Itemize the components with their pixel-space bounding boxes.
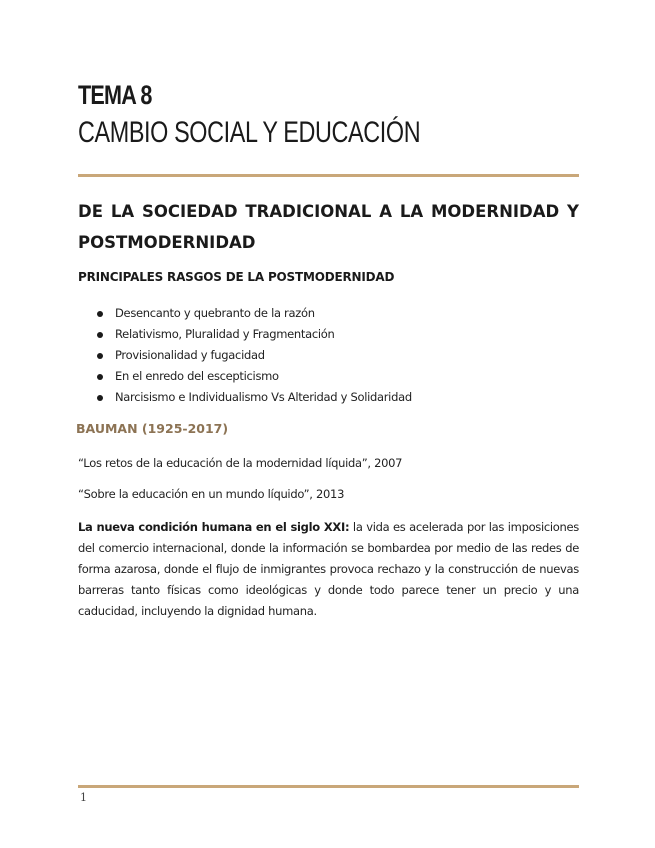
author-heading: BAUMAN (1925-2017): [76, 421, 229, 436]
list-item-text: Relativismo, Pluralidad y Fragmentación: [115, 327, 335, 341]
list-item: [78, 366, 412, 387]
citation-work-1: “Los retos de la educación de la modernidad líquida”, 2007: [78, 456, 403, 470]
citation-work-2: “Sobre la educación en un mundo líquido”, 2013: [78, 487, 345, 501]
list-item-text: Narcisismo e Individualismo Vs Alteridad y Solidaridad: [115, 390, 412, 404]
section-heading: DE LA SOCIEDAD TRADICIONAL A LA MODERNIDAD Y POSTMODERNIDAD: [78, 202, 579, 252]
footer-divider: [78, 785, 579, 788]
traits-list: [78, 303, 412, 408]
paragraph-lead: La nueva condición humana en el siglo XXI:: [78, 520, 350, 534]
list-item-text: Desencanto y quebranto de la razón: [115, 306, 315, 320]
bullet-icon: [97, 353, 103, 359]
paragraph-text: la vida es acelerada por las imposiciones del comercio internacional, donde la información se bombardea por medio de las redes de forma azarosa, donde el flujo de inmigrantes provoca rechazo y la construcción de nuevas barreras tanto físicas como ideológicas y donde todo parece tener un precio y una caducidad, incluyendo la dignidad humana.: [78, 520, 579, 618]
section-subheading: PRINCIPALES RASGOS DE LA POSTMODERNIDAD: [78, 270, 395, 284]
list-item: [78, 387, 412, 408]
topic-number: TEMA 8: [78, 80, 152, 110]
list-item: [78, 324, 412, 345]
page-number: 1: [80, 791, 87, 804]
bullet-icon: [97, 332, 103, 338]
body-paragraph: [78, 517, 579, 622]
bullet-icon: [97, 311, 103, 317]
list-item: [78, 345, 412, 366]
list-item: [78, 303, 412, 324]
list-item-text: En el enredo del escepticismo: [115, 369, 279, 383]
list-item-text: Provisionalidad y fugacidad: [115, 348, 265, 362]
topic-title: CAMBIO SOCIAL Y EDUCACIÓN: [78, 116, 421, 149]
bullet-icon: [97, 395, 103, 401]
header-divider: [78, 174, 579, 177]
bullet-icon: [97, 374, 103, 380]
